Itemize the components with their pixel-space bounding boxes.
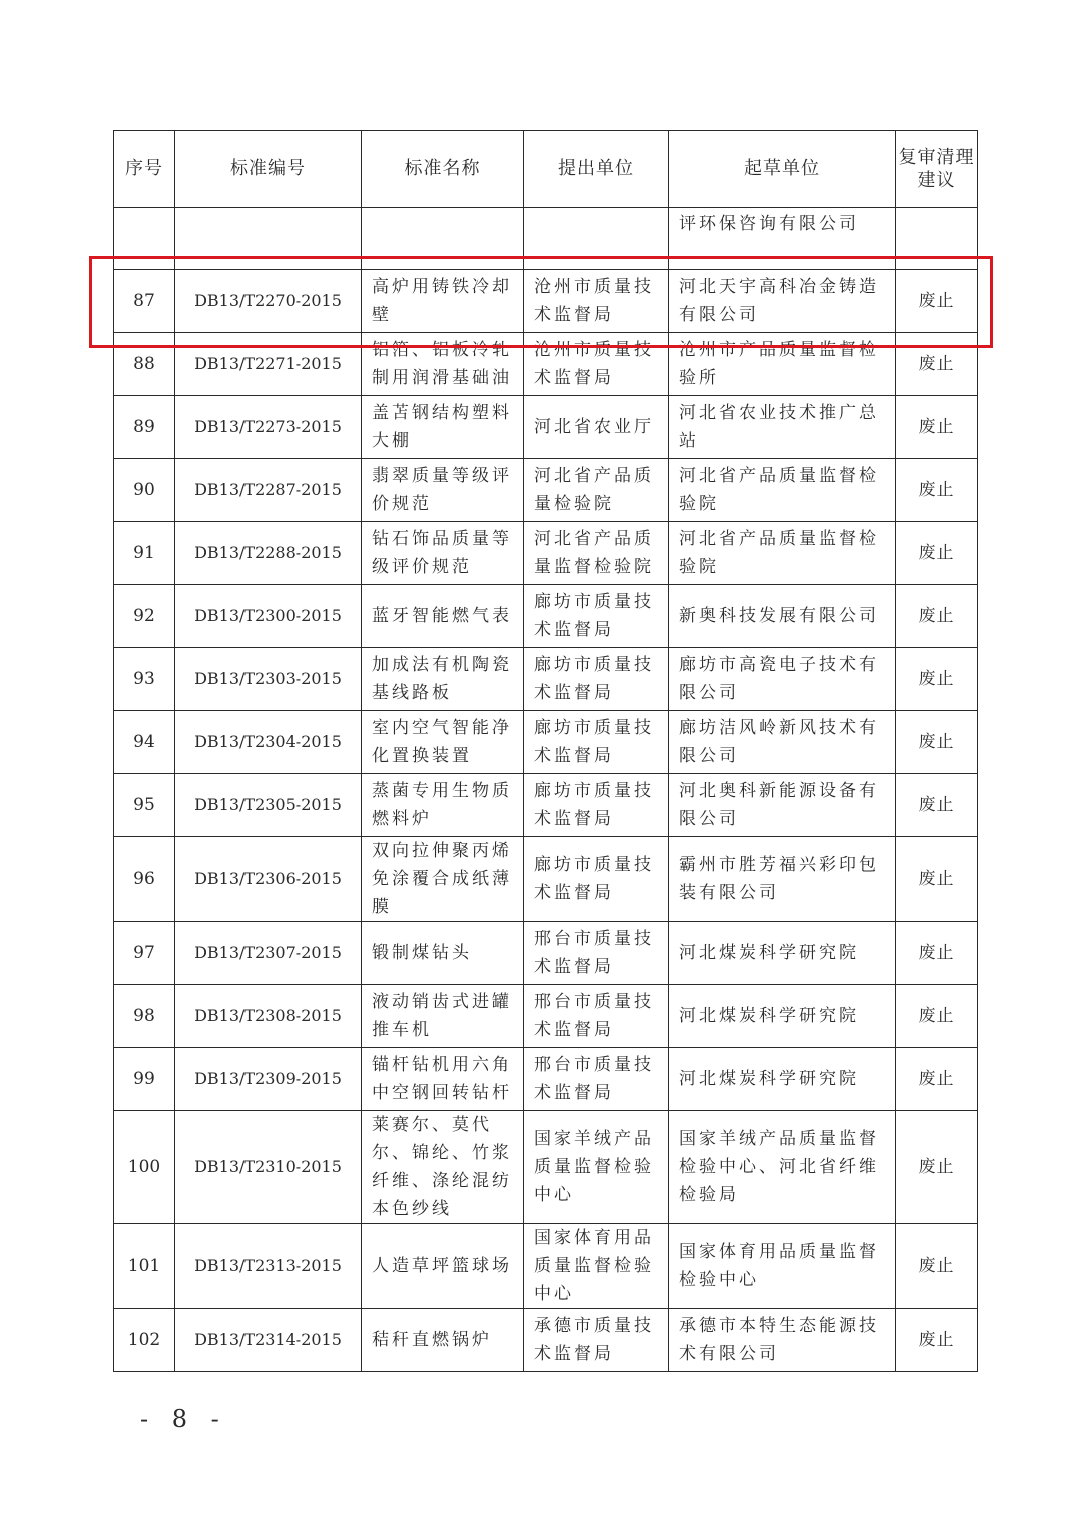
cell-code: DB13/T2314-2015 [175,1309,362,1372]
cell-drafter: 河北奥科新能源设备有限公司 [669,774,896,837]
cell-no: 99 [114,1048,175,1111]
header-name: 标准名称 [362,131,524,208]
table-row [114,1048,978,1111]
cell-name [362,208,524,270]
cell-code: DB13/T2271-2015 [175,333,362,396]
cell-proposer: 廊坊市质量技术监督局 [524,648,669,711]
standards-table [113,130,978,1372]
cell-code: DB13/T2288-2015 [175,522,362,585]
cell-code: DB13/T2306-2015 [175,837,362,922]
cell-drafter: 河北煤炭科学研究院 [669,1048,896,1111]
cell-proposer: 廊坊市质量技术监督局 [524,837,669,922]
cell-recommendation: 废止 [896,1048,978,1111]
cell-proposer: 沧州市质量技术监督局 [524,270,669,333]
cell-name: 钻石饰品质量等级评价规范 [362,522,524,585]
cell-code: DB13/T2308-2015 [175,985,362,1048]
cell-drafter: 承德市本特生态能源技术有限公司 [669,1309,896,1372]
cell-recommendation: 废止 [896,985,978,1048]
cell-proposer: 河北省产品质量监督检验院 [524,522,669,585]
cell-code: DB13/T2304-2015 [175,711,362,774]
cell-proposer: 廊坊市质量技术监督局 [524,585,669,648]
cell-proposer: 邢台市质量技术监督局 [524,985,669,1048]
cell-drafter: 新奥科技发展有限公司 [669,585,896,648]
header-recommendation: 复审清理建议 [896,131,978,208]
cell-proposer: 邢台市质量技术监督局 [524,922,669,985]
cell-drafter: 河北煤炭科学研究院 [669,985,896,1048]
cell-no: 91 [114,522,175,585]
cell-no: 89 [114,396,175,459]
cell-proposer: 国家羊绒产品质量监督检验中心 [524,1111,669,1224]
cell-code: DB13/T2300-2015 [175,585,362,648]
table-row [114,922,978,985]
cell-recommendation: 废止 [896,270,978,333]
cell-recommendation: 废止 [896,648,978,711]
cell-name: 秸秆直燃锅炉 [362,1309,524,1372]
cell-name: 盖苫钢结构塑料大棚 [362,396,524,459]
cell-no [114,208,175,270]
cell-no: 87 [114,270,175,333]
cell-no: 102 [114,1309,175,1372]
cell-code: DB13/T2307-2015 [175,922,362,985]
cell-recommendation: 废止 [896,459,978,522]
cell-name: 铝箔、铝板冷轧制用润滑基础油 [362,333,524,396]
cell-recommendation: 废止 [896,837,978,922]
cell-recommendation: 废止 [896,711,978,774]
cell-no: 93 [114,648,175,711]
cell-no: 90 [114,459,175,522]
table-row [114,648,978,711]
header-code: 标准编号 [175,131,362,208]
cell-no: 94 [114,711,175,774]
cell-no: 101 [114,1224,175,1309]
cell-drafter: 国家羊绒产品质量监督检验中心、河北省纤维检验局 [669,1111,896,1224]
cell-no: 96 [114,837,175,922]
cell-proposer: 沧州市质量技术监督局 [524,333,669,396]
cell-no: 97 [114,922,175,985]
cell-recommendation: 废止 [896,396,978,459]
table-row [114,522,978,585]
cell-recommendation: 废止 [896,585,978,648]
cell-proposer [524,208,669,270]
cell-proposer: 河北省产品质量检验院 [524,459,669,522]
cell-name: 蓝牙智能燃气表 [362,585,524,648]
cell-drafter: 沧州市产品质量监督检验所 [669,333,896,396]
cell-recommendation [896,208,978,270]
cell-recommendation: 废止 [896,333,978,396]
cell-drafter: 廊坊洁风岭新风技术有限公司 [669,711,896,774]
table-row [114,1224,978,1309]
continuation-row [114,208,978,270]
table-row [114,774,978,837]
page-number: - 8 - [140,1405,227,1433]
cell-name: 翡翠质量等级评价规范 [362,459,524,522]
header-drafter: 起草单位 [669,131,896,208]
table-row [114,1111,978,1224]
cell-recommendation: 废止 [896,774,978,837]
cell-name: 双向拉伸聚丙烯免涂覆合成纸薄膜 [362,837,524,922]
cell-proposer: 国家体育用品质量监督检验中心 [524,1224,669,1309]
cell-recommendation: 废止 [896,522,978,585]
cell-name: 液动销齿式进罐推车机 [362,985,524,1048]
table-row [114,1309,978,1372]
cell-recommendation: 废止 [896,1111,978,1224]
table-row [114,396,978,459]
cell-code: DB13/T2310-2015 [175,1111,362,1224]
table-row [114,711,978,774]
cell-drafter: 国家体育用品质量监督检验中心 [669,1224,896,1309]
table-row [114,333,978,396]
cell-name: 莱赛尔、莫代尔、锦纶、竹浆纤维、涤纶混纺本色纱线 [362,1111,524,1224]
cell-code: DB13/T2270-2015 [175,270,362,333]
cell-proposer: 廊坊市质量技术监督局 [524,711,669,774]
cell-recommendation: 废止 [896,922,978,985]
cell-no: 100 [114,1111,175,1224]
cell-drafter: 评环保咨询有限公司 [669,208,896,270]
cell-no: 95 [114,774,175,837]
cell-code: DB13/T2287-2015 [175,459,362,522]
cell-drafter: 霸州市胜芳福兴彩印包装有限公司 [669,837,896,922]
header-no: 序号 [114,131,175,208]
cell-drafter: 河北省产品质量监督检验院 [669,459,896,522]
cell-no: 92 [114,585,175,648]
cell-name: 蒸菌专用生物质燃料炉 [362,774,524,837]
cell-code: DB13/T2303-2015 [175,648,362,711]
cell-recommendation: 废止 [896,1309,978,1372]
cell-name: 锚杆钻机用六角中空钢回转钻杆 [362,1048,524,1111]
cell-code [175,208,362,270]
cell-code: DB13/T2305-2015 [175,774,362,837]
table-header-row [114,131,978,208]
table-row [114,837,978,922]
cell-no: 88 [114,333,175,396]
cell-drafter: 河北煤炭科学研究院 [669,922,896,985]
cell-drafter: 廊坊市高瓷电子技术有限公司 [669,648,896,711]
cell-no: 98 [114,985,175,1048]
cell-code: DB13/T2309-2015 [175,1048,362,1111]
cell-name: 加成法有机陶瓷基线路板 [362,648,524,711]
header-proposer: 提出单位 [524,131,669,208]
cell-proposer: 邢台市质量技术监督局 [524,1048,669,1111]
table-row [114,270,978,333]
cell-code: DB13/T2273-2015 [175,396,362,459]
cell-proposer: 承德市质量技术监督局 [524,1309,669,1372]
table-row [114,985,978,1048]
cell-proposer: 廊坊市质量技术监督局 [524,774,669,837]
cell-proposer: 河北省农业厅 [524,396,669,459]
cell-drafter: 河北天宇高科冶金铸造有限公司 [669,270,896,333]
cell-drafter: 河北省农业技术推广总站 [669,396,896,459]
table-row [114,585,978,648]
cell-recommendation: 废止 [896,1224,978,1309]
cell-code: DB13/T2313-2015 [175,1224,362,1309]
cell-name: 高炉用铸铁冷却壁 [362,270,524,333]
cell-name: 锻制煤钻头 [362,922,524,985]
cell-name: 室内空气智能净化置换装置 [362,711,524,774]
table-row [114,459,978,522]
cell-drafter: 河北省产品质量监督检验院 [669,522,896,585]
cell-name: 人造草坪篮球场 [362,1224,524,1309]
